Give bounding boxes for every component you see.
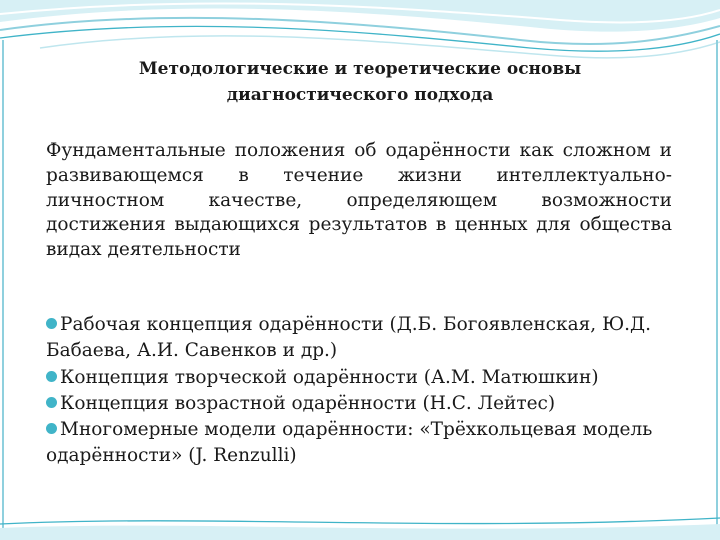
- bullet-dot-icon: [46, 397, 57, 408]
- list-item-text: Рабочая концепция одарённости (Д.Б. Богоявленская, Ю.Д. Бабаева, А.И. Савенков и др.): [46, 314, 651, 362]
- top-wave-band: [0, 0, 720, 32]
- bottom-wave-line: [0, 518, 720, 524]
- intro-paragraph: Фундаментальные положения об одарённости как сложном и развивающемся в течение жизни интеллектуально-личностном качестве, определяющем возможности достижения выдающихся результатов в ценных для общества видах деятельности: [46, 140, 672, 261]
- top-wave-line-3: [40, 36, 720, 58]
- list-item: [46, 417, 686, 470]
- bullet-dot-icon: [46, 423, 57, 434]
- slide-title-line-2: диагностического подхода: [226, 85, 494, 106]
- top-wave-line-1: [0, 18, 720, 44]
- bullet-dot-icon: [46, 371, 57, 382]
- list-item-text: Многомерные модели одарённости: «Трёхкольцевая модель одарённости» (J. Renzulli): [46, 419, 653, 467]
- slide-title: [60, 56, 660, 109]
- top-wave-line-4: [0, 3, 720, 22]
- list-item-text: Концепция возрастной одарённости (Н.С. Лейтес): [60, 392, 556, 414]
- slide-title-line-1: Методологические и теоретические основы: [138, 59, 582, 79]
- top-wave-line-2: [0, 26, 720, 51]
- list-item: [46, 312, 686, 365]
- list-item-text: Концепция творческой одарённости (А.М. Матюшкин): [60, 366, 599, 388]
- list-item: [46, 365, 686, 391]
- bullet-dot-icon: [46, 318, 57, 329]
- list-item: [46, 391, 686, 417]
- concept-list: [46, 312, 686, 470]
- bottom-wave-band: [0, 524, 720, 540]
